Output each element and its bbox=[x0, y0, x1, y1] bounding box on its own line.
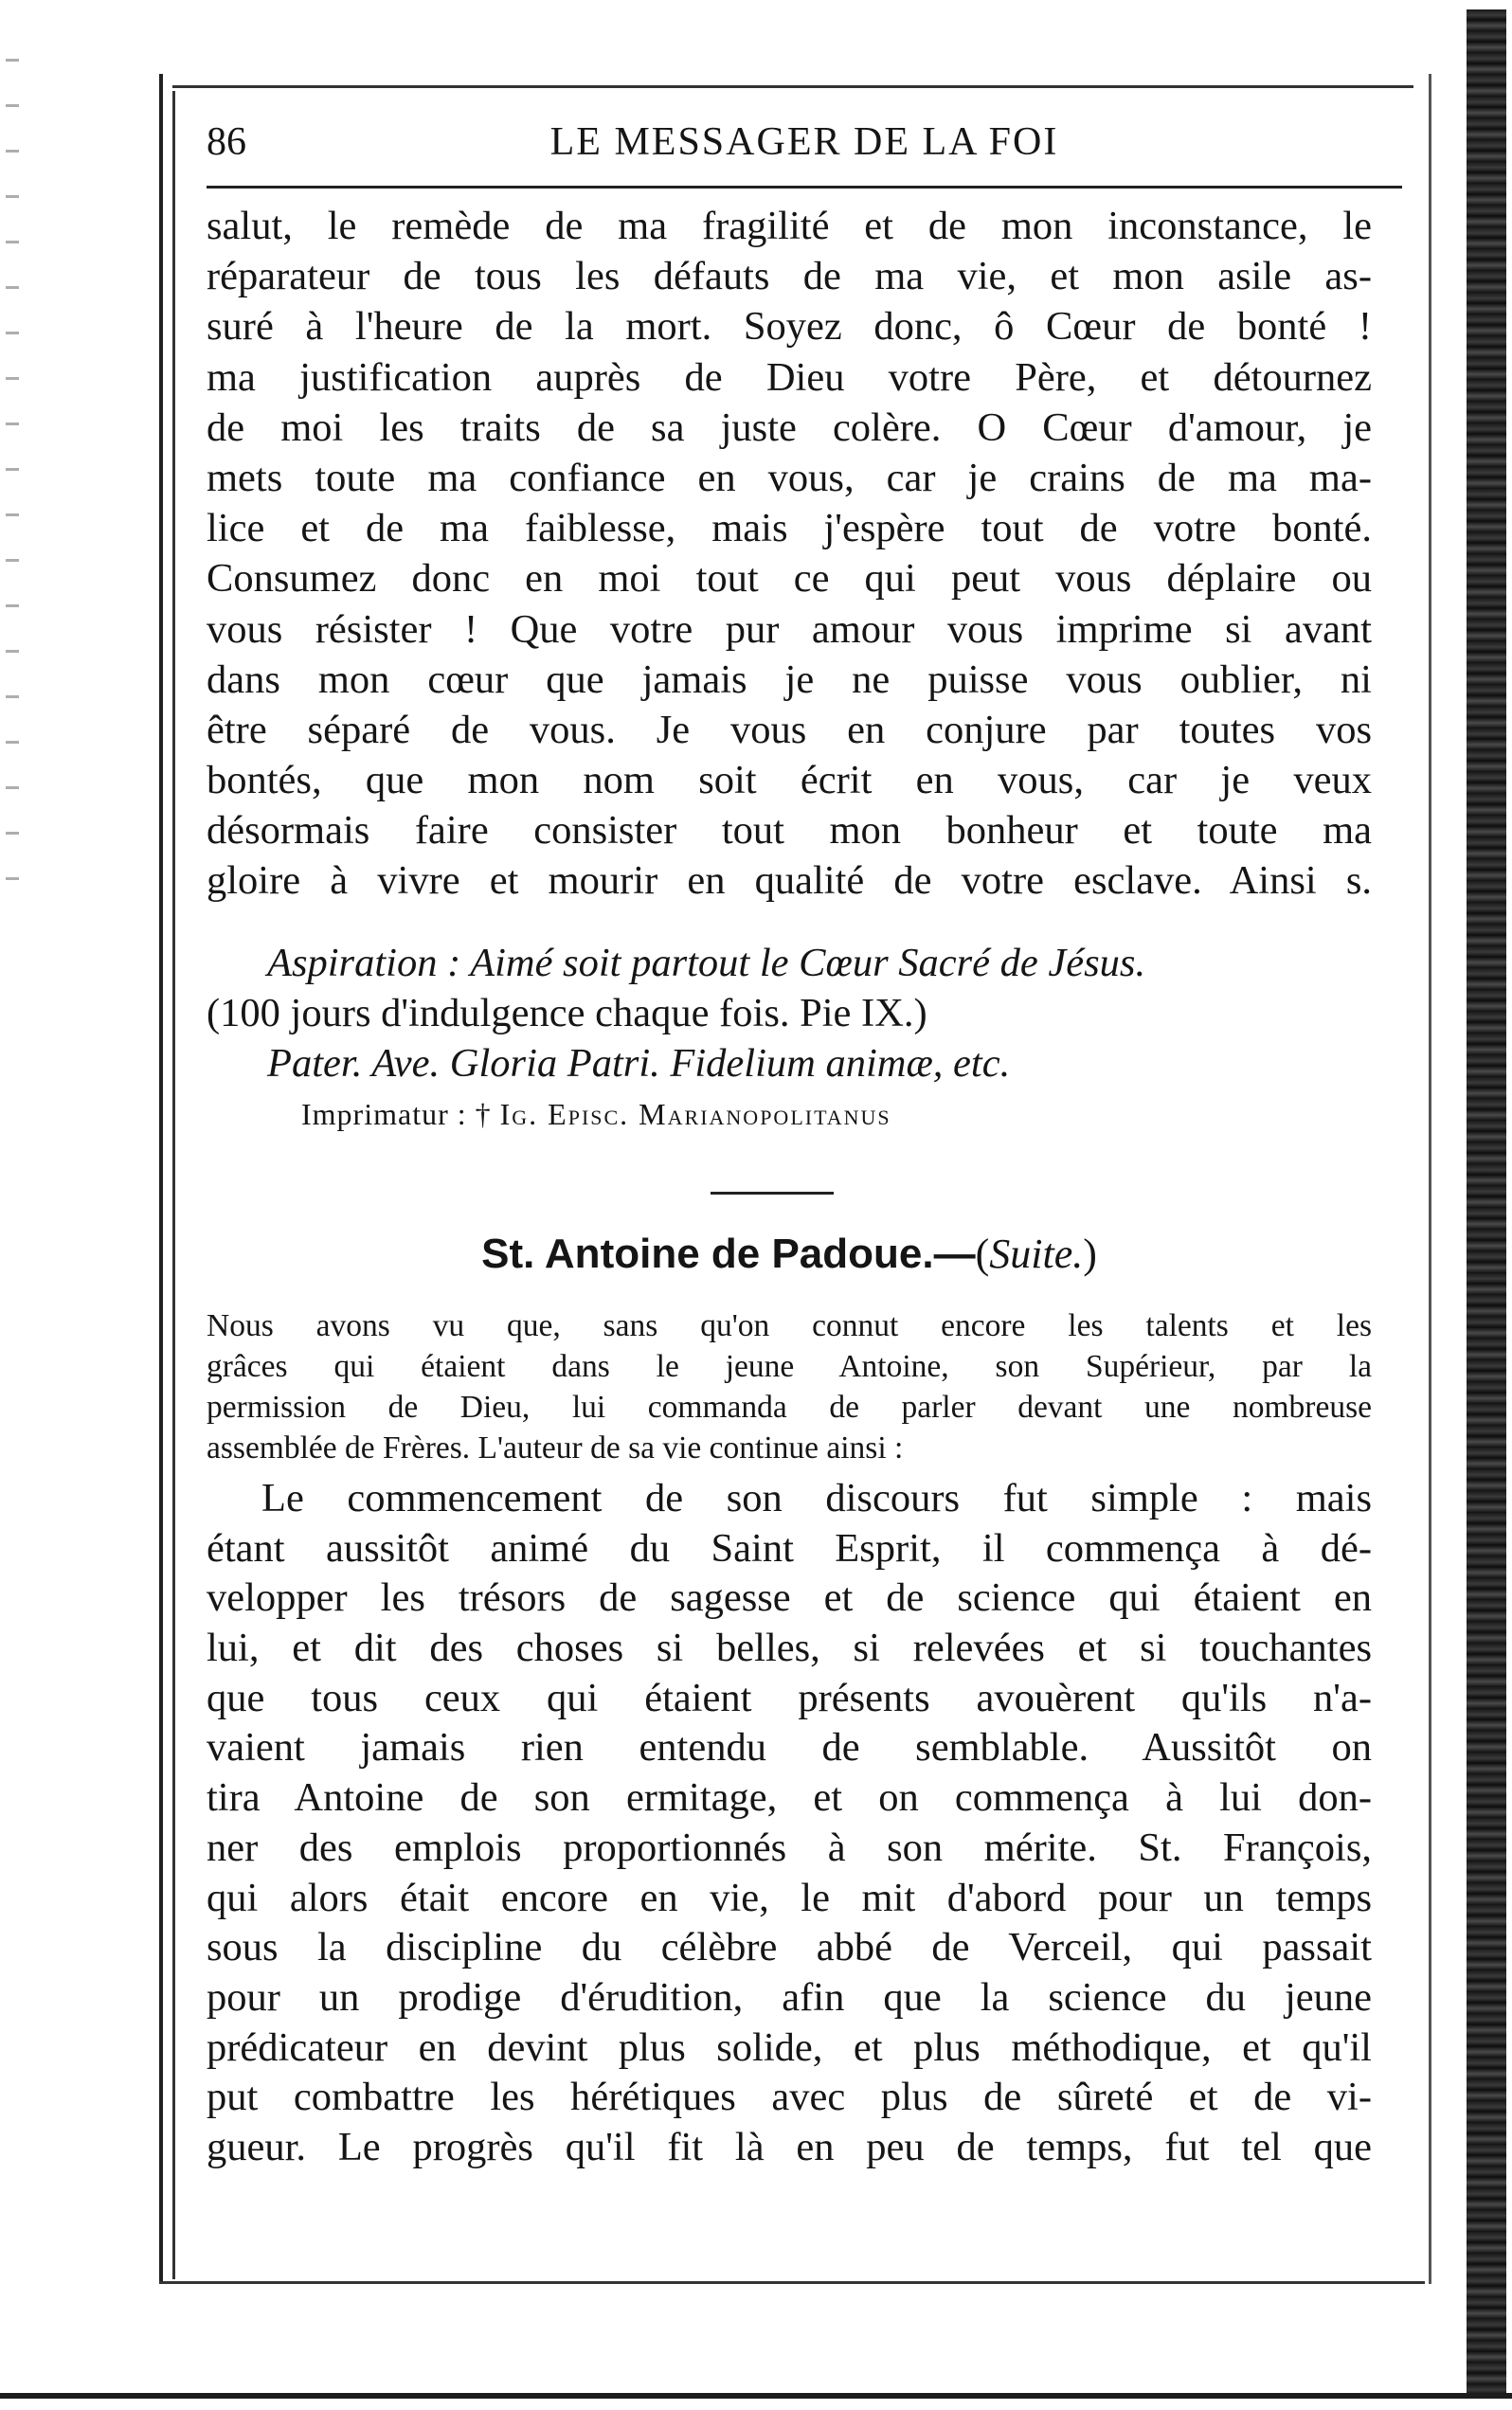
text-line: gueur. Le progrès qu'il fit là en peu de temps, fut tel que bbox=[207, 2124, 1372, 2169]
scan-specks bbox=[6, 38, 19, 890]
imprimatur-label: Imprimatur : bbox=[301, 1097, 467, 1131]
intro-line: grâces qui étaient dans le jeune Antoine, son Supérieur, par la bbox=[207, 1349, 1372, 1384]
text-line: lice et de ma faiblesse, mais j'espère tout de votre bonté. bbox=[207, 506, 1372, 551]
aspiration bbox=[267, 938, 1372, 988]
text-line: salut, le remède de ma fragilité et de mon inconstance, le bbox=[207, 204, 1372, 248]
text-line: que tous ceux qui étaient présents avouèrent qu'ils n'a- bbox=[207, 1675, 1372, 1720]
section-intro bbox=[207, 1305, 1372, 1468]
text-line: désormais faire consister tout mon bonheur et toute ma bbox=[207, 808, 1372, 854]
text-line: bontés, que mon nom soit écrit en vous, car je veux bbox=[207, 758, 1372, 803]
scan-edge-strip bbox=[1467, 9, 1506, 2397]
aspiration-line bbox=[267, 938, 1372, 988]
frame-bottom-rule bbox=[159, 2281, 1425, 2284]
prayer-list bbox=[267, 1038, 1432, 1088]
text-line: ma justification auprès de Dieu votre Père, et détournez bbox=[207, 354, 1372, 400]
prayer-body bbox=[207, 201, 1372, 907]
text-line: vous résister ! Que votre pur amour vous imprime si avant bbox=[207, 606, 1372, 652]
text-line: étant aussitôt animé du Saint Esprit, il commença à dé- bbox=[207, 1525, 1372, 1571]
frame-top-rule bbox=[172, 85, 1413, 88]
section-title: St. Antoine de Padoue.—(Suite.) bbox=[481, 1231, 1097, 1277]
text-line: velopper les trésors de sagesse et de science qui étaient en bbox=[207, 1575, 1372, 1621]
imprimatur-signature: Ig. Episc. Marianopolitanus bbox=[499, 1097, 891, 1131]
aspiration-label: Aspiration : bbox=[267, 941, 461, 985]
intro-line: permission de Dieu, lui commanda de parler devant une nombreuse bbox=[207, 1390, 1372, 1425]
text-line: lui, et dit des choses si belles, si relevées et si touchantes bbox=[207, 1626, 1372, 1671]
text-line: être séparé de vous. Je vous en conjure par toutes vos bbox=[207, 707, 1372, 752]
text-line: prédicateur en devint plus solide, et plus méthodique, et qu'il bbox=[207, 2024, 1372, 2070]
section-body bbox=[207, 1474, 1372, 2173]
text-line: Le commencement de son discours fut simple : mais bbox=[261, 1476, 1372, 1520]
section-separator bbox=[711, 1192, 834, 1195]
imprimatur bbox=[301, 1097, 891, 1132]
prayers-line: Pater. Ave. Gloria Patri. Fidelium animæ, etc. bbox=[267, 1041, 1011, 1086]
page-number: 86 bbox=[207, 120, 246, 164]
text-line: suré à l'heure de la mort. Soyez donc, ô Cœur de bonté ! bbox=[207, 304, 1372, 350]
text-line: ner des emplois proportionnés à son mérite. St. François, bbox=[207, 1825, 1372, 1870]
header-rule bbox=[207, 186, 1402, 189]
aspiration-text: Aimé soit partout le Cœur Sacré de Jésus. bbox=[470, 941, 1146, 985]
text-line: put combattre les hérétiques avec plus de sûreté et de vi- bbox=[207, 2075, 1372, 2120]
text-line: pour un prodige d'érudition, afin que la science du jeune bbox=[207, 1974, 1372, 2020]
text-line: vaient jamais rien entendu de semblable. Aussitôt on bbox=[207, 1725, 1372, 1771]
text-line: gloire à vivre et mourir en qualité de votre esclave. Ainsi s. bbox=[207, 858, 1372, 904]
text-line: réparateur de tous les défauts de ma vie, et mon asile as- bbox=[207, 254, 1372, 299]
intro-line: assemblée de Frères. L'auteur de sa vie continue ainsi : bbox=[207, 1430, 904, 1466]
section-title-text: St. Antoine de Padoue.— bbox=[481, 1231, 976, 1277]
indulgence-line: (100 jours d'indulgence chaque fois. Pie IX.) bbox=[207, 991, 927, 1035]
text-line: mets toute ma confiance en vous, car je crains de ma ma- bbox=[207, 455, 1372, 500]
text-line: de moi les traits de sa juste colère. O Cœur d'amour, je bbox=[207, 405, 1372, 450]
text-line: Consumez donc en moi tout ce qui peut vous déplaire ou bbox=[207, 556, 1372, 602]
scan-base-line bbox=[0, 2393, 1512, 2399]
indulgence-note bbox=[207, 988, 1372, 1038]
cross-glyph: † bbox=[475, 1097, 492, 1131]
text-line: qui alors était encore en vie, le mit d'abord pour un temps bbox=[207, 1875, 1372, 1920]
running-title: LE MESSAGER DE LA FOI bbox=[549, 120, 1059, 164]
page-header bbox=[207, 112, 1402, 172]
text-line: tira Antoine de son ermitage, et on commença à lui don- bbox=[207, 1775, 1372, 1821]
intro-line: Nous avons vu que, sans qu'on connut encore les talents et les bbox=[207, 1308, 1372, 1343]
text-line: dans mon cœur que jamais je ne puisse vous oublier, ni bbox=[207, 656, 1372, 702]
section-suite: Suite. bbox=[989, 1231, 1084, 1277]
text-line: sous la discipline du célèbre abbé de Verceil, qui passait bbox=[207, 1925, 1372, 1970]
